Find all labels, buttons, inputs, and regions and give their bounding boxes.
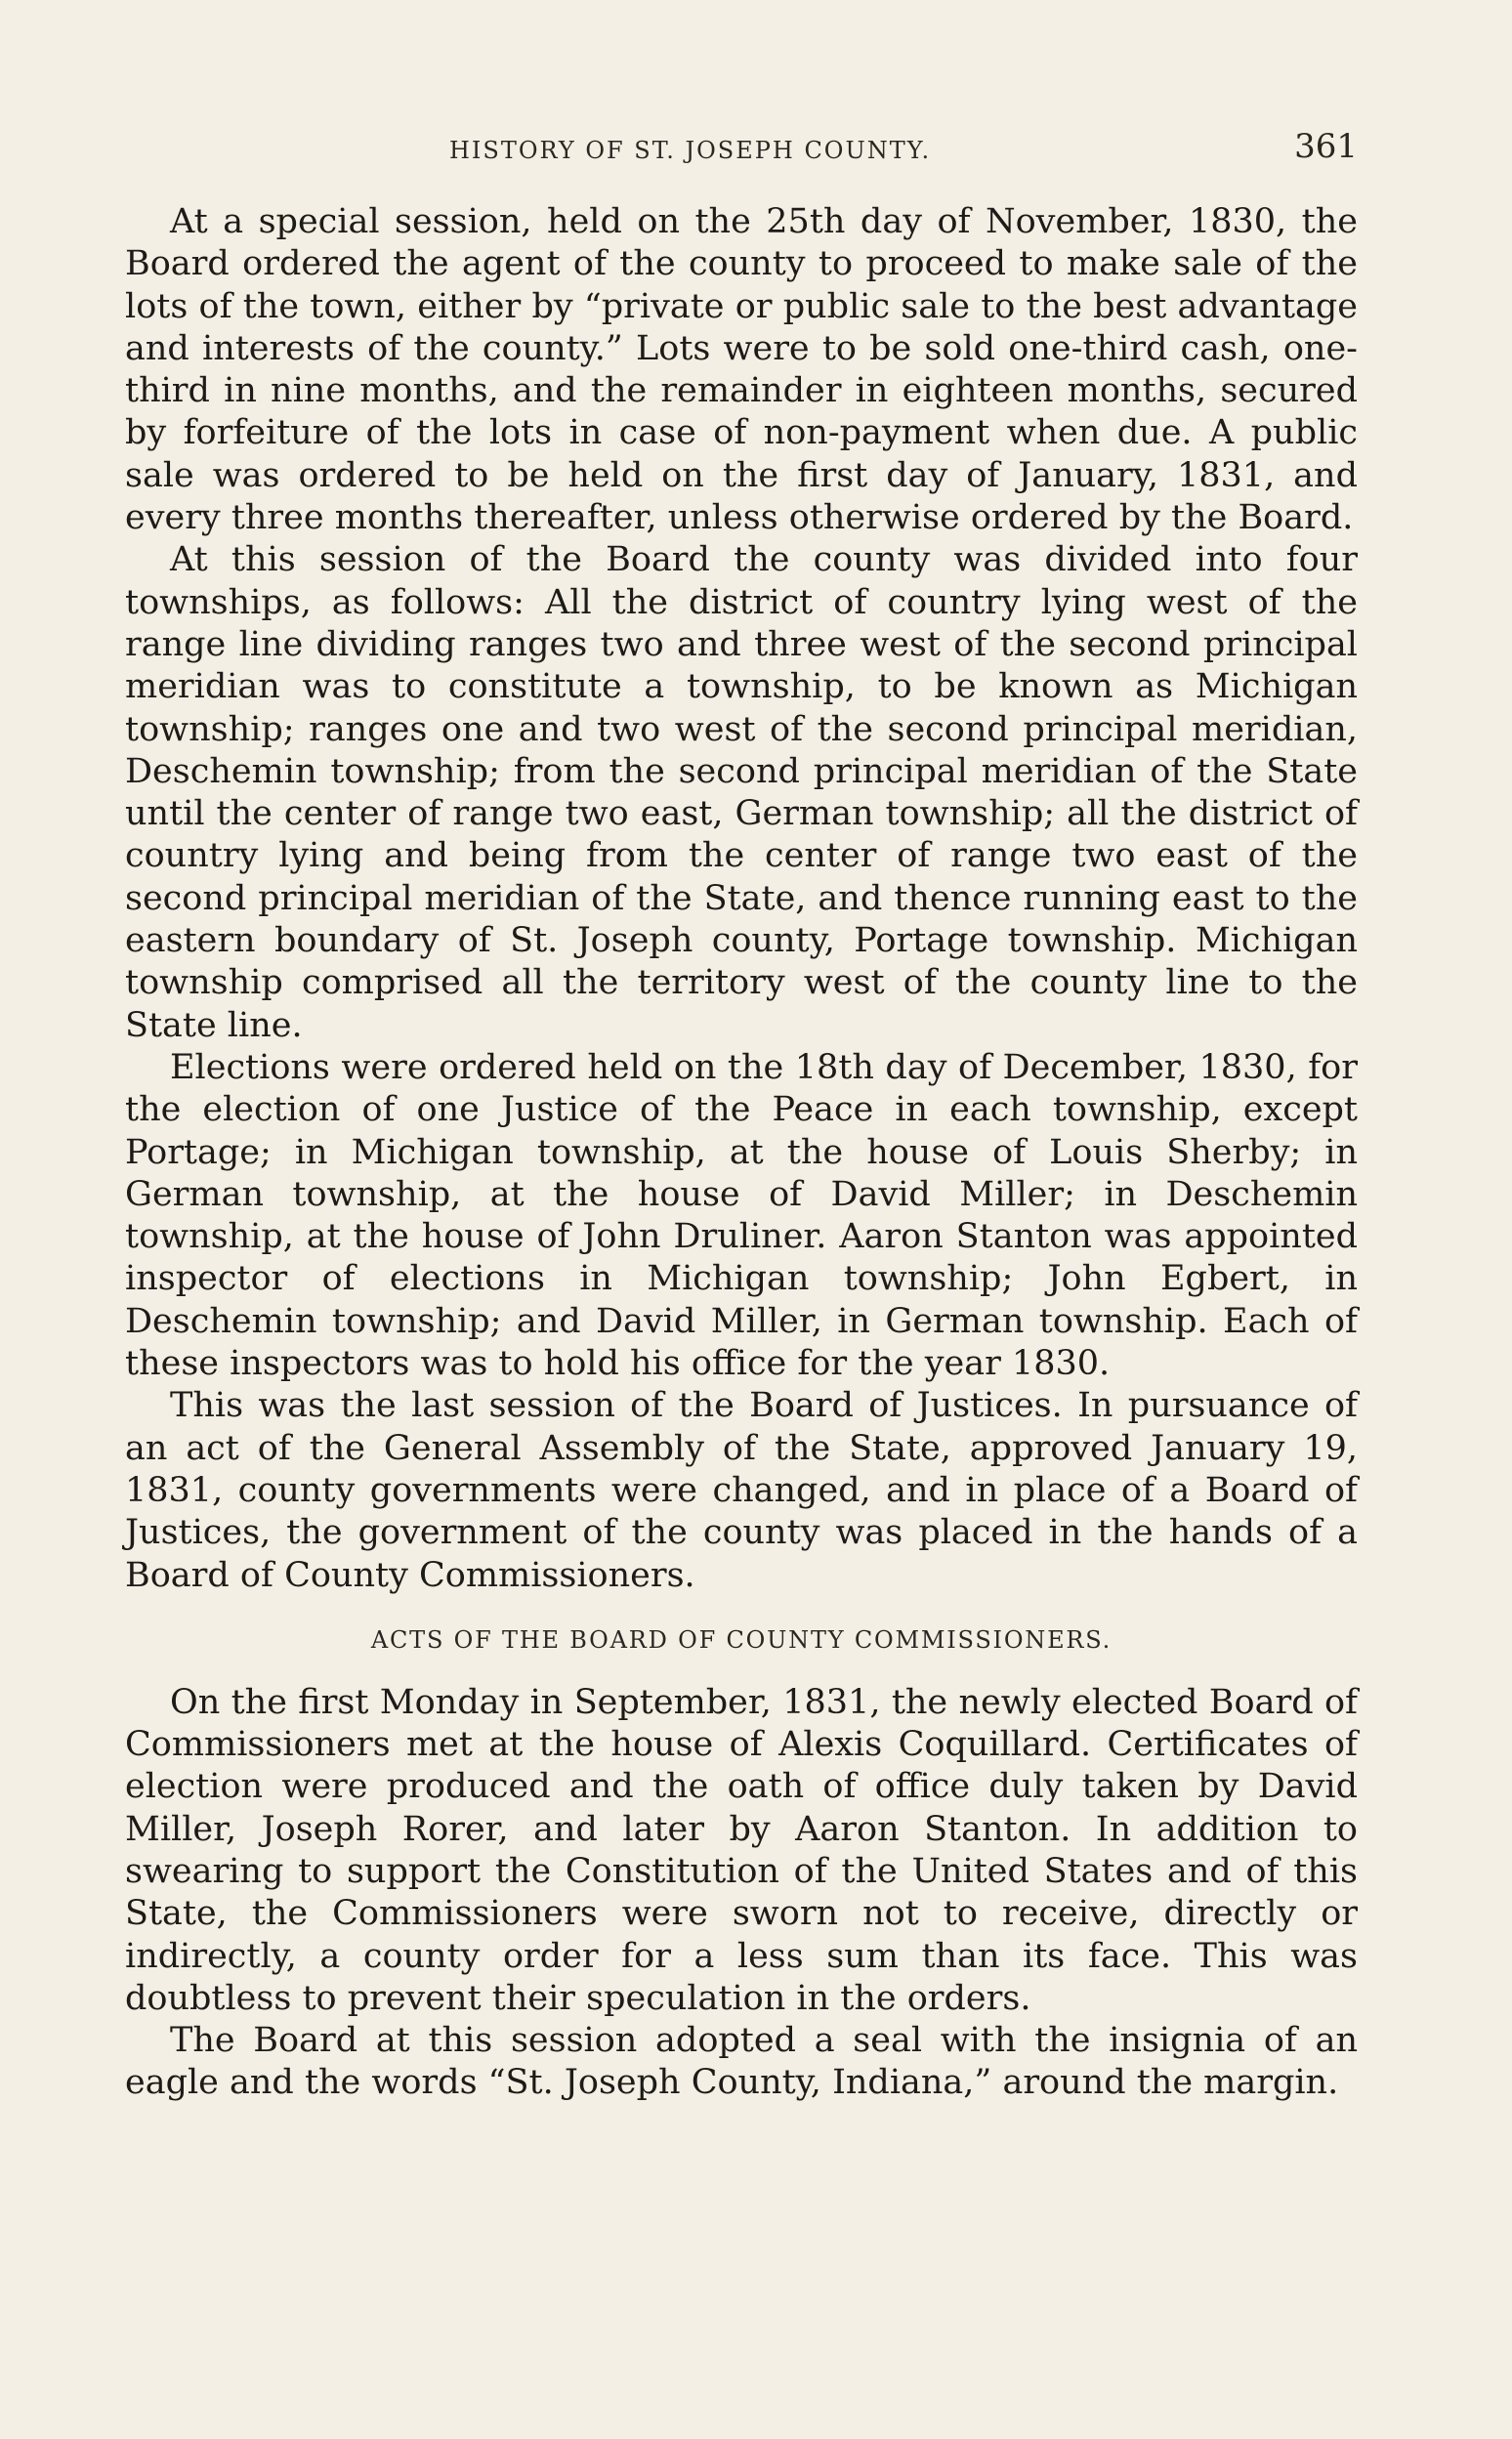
section-heading: ACTS OF THE BOARD OF COUNTY COMMISSIONERS. [370,1625,1113,1654]
paragraph-commissioners-meeting: On the first Monday in September, 1831, the newly elected Board of Commissioners met at the house of Alexis Coquillard. Certificates of election were produced and the oath of office duly taken by David Miller, Joseph Rorer, and later by Aaron Stanton. In addition to swearing to support the Constitution of the United States and of this State, the Commissioners were sworn not to receive, directly or indirectly, a county order for a less sum than its face. This was doubtless to prevent their speculation in the orders. [125,1682,1358,2018]
paragraph-special-session: At a special session, held on the 25th day of November, 1830, the Board ordered the agent of the county to proceed to make sale of the lots of the town, either by “private or public sale to the best advantage and interests of the county.” Lots were to be sold one-third cash, one-third in nine months, and the remainder in eighteen months, secured by forfeiture of the lots in case of non-payment when due. A public sale was ordered to be held on the first day of January, 1831, and every three months thereafter, unless otherwise ordered by the Board. [125,202,1358,538]
paragraph-county-seal: The Board at this session adopted a seal with the insignia of an eagle and the words “St. Joseph County, Indiana,” around the margin. [125,2021,1358,2103]
paragraph-last-session: This was the last session of the Board of Justices. In pursuance of an act of the General Assembly of the State, approved January 19, 1831, county governments were changed, and in place of a Board of Justices, the government of the county was placed in the hands of a Board of County Commissioners. [125,1386,1358,1595]
page-number: 361 [1294,127,1358,166]
page-content [125,201,1358,2105]
running-title: HISTORY OF ST. JOSEPH COUNTY. [449,137,932,164]
running-head [125,127,1358,170]
paragraph-elections: Elections were ordered held on the 18th day of December, 1830, for the election of one Justice of the Peace in each township, except Portage; in Michigan township, at the house of Louis Sherby; in German township, at the house of David Miller; in Deschemin township, at the house of John Druliner. Aaron Stanton was appointed inspector of elections in Michigan township; John Egbert, in Deschemin township; and David Miller, in German township. Each of these inspectors was to hold his office for the year 1830. [125,1047,1358,1384]
paragraph-township-division: At this session of the Board the county was divided into four townships, as follows: All the district of country lying west of the range line dividing ranges two and three west of the second principal meridian was to constitute a township, to be known as Michigan township; ranges one and two west of the second principal meridian, Deschemin township; from the second principal meridian of the State until the center of range two east, German township; all the district of country lying and being from the center of range two east of the second principal meridian of the State, and thence running east to the eastern boundary of St. Joseph county, Portage township. Michigan township comprised all the territory west of the county line to the State line. [125,540,1358,1045]
